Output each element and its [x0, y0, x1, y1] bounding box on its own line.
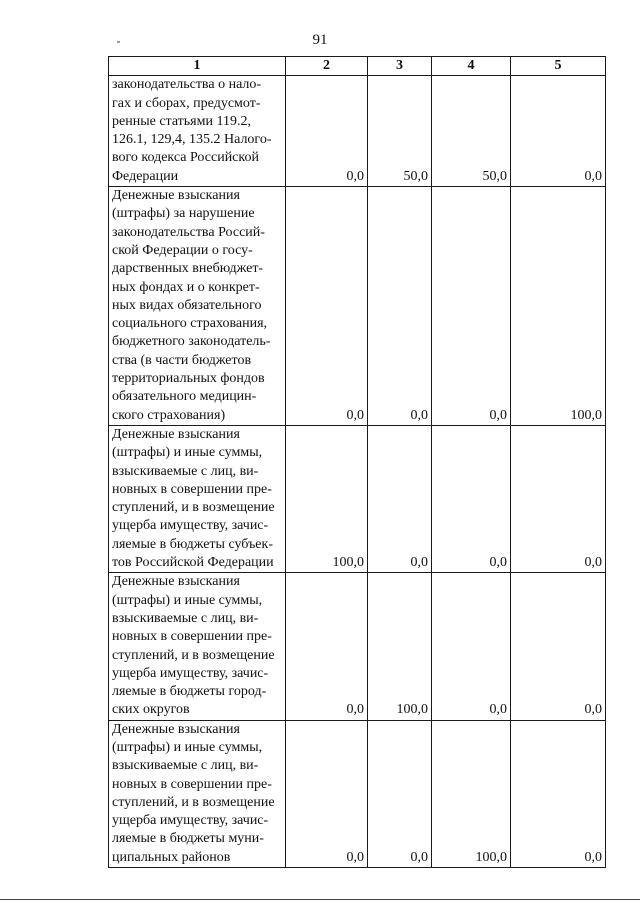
value-cell: 0,0 — [368, 187, 432, 426]
value-cell: 0,0 — [511, 425, 606, 572]
row-description-cell — [109, 187, 286, 426]
description-line: 126.1, 129,4, 135.2 Налого- — [112, 132, 272, 148]
description-line: взыскиваемые с лиц, ви- — [112, 758, 259, 774]
description-line: вого кодекса Российской — [112, 150, 259, 166]
description-line: ципальных районов — [112, 849, 231, 865]
description-line: дарственных внебюджет- — [112, 261, 264, 277]
description-line: ства (в части бюджетов — [112, 352, 252, 368]
column-header: 1 — [109, 57, 286, 76]
value-cell: 0,0 — [286, 187, 368, 426]
description-line: ляемые в бюджеты город- — [112, 684, 267, 700]
column-header: 2 — [286, 57, 368, 76]
description-line: ных фондах и о конкрет- — [112, 279, 260, 295]
value-cell: 0,0 — [511, 573, 606, 720]
description-line: (штрафы) за нарушение — [112, 206, 255, 222]
description-line: законодательства Россий- — [112, 224, 265, 240]
value-cell: 50,0 — [432, 76, 511, 187]
description-line: Денежные взыскания — [112, 721, 240, 737]
column-header: 5 — [511, 57, 606, 76]
description-line: взыскиваемые с лиц, ви- — [112, 610, 259, 626]
description-line: ступлений, и в возмещение — [112, 794, 275, 810]
description-line: (штрафы) и иные суммы, — [112, 592, 263, 608]
description-line: Федерации — [112, 168, 179, 184]
description-line: ского страхования) — [112, 407, 226, 423]
value-cell: 0,0 — [511, 76, 606, 187]
value-cell: 100,0 — [511, 187, 606, 426]
description-line: ступлений, и в возмещение — [112, 647, 275, 663]
description-line: ных видах обязательного — [112, 297, 262, 313]
page-bottom-rule — [0, 899, 640, 900]
description-line: ступлений, и в возмещение — [112, 500, 275, 516]
description-line: ущерба имуществу, зачис- — [112, 665, 269, 681]
column-header: 3 — [368, 57, 432, 76]
description-line: ской Федерации о госу- — [112, 242, 253, 258]
row-description-cell — [109, 573, 286, 720]
description-line: ренные статьями 119.2, — [112, 113, 251, 129]
description-line: бюджетного законодатель- — [112, 334, 271, 350]
column-header: 4 — [432, 57, 511, 76]
description-line: территориальных фондов — [112, 371, 265, 387]
table-row — [109, 720, 606, 867]
value-cell: 0,0 — [432, 425, 511, 572]
description-line: Денежные взыскания — [112, 426, 240, 442]
description-line: ляемые в бюджеты субъек- — [112, 536, 273, 552]
revenue-distribution-table — [108, 56, 606, 868]
description-line: ляемые в бюджеты муни- — [112, 831, 264, 847]
description-line: новных в совершении пре- — [112, 776, 272, 792]
value-cell: 0,0 — [286, 76, 368, 187]
row-description-cell — [109, 720, 286, 867]
description-line: законодательства о нало- — [112, 77, 262, 93]
value-cell: 0,0 — [286, 720, 368, 867]
description-line: ских округов — [112, 702, 190, 718]
value-cell: 50,0 — [368, 76, 432, 187]
value-cell: 100,0 — [432, 720, 511, 867]
scan-speck — [117, 41, 120, 43]
value-cell: 0,0 — [286, 573, 368, 720]
value-cell: 0,0 — [368, 425, 432, 572]
description-line: новных в совершении пре- — [112, 629, 272, 645]
table-row — [109, 573, 606, 720]
row-description-cell — [109, 425, 286, 572]
value-cell: 100,0 — [286, 425, 368, 572]
description-line: (штрафы) и иные суммы, — [112, 445, 263, 461]
description-line: (штрафы) и иные суммы, — [112, 739, 263, 755]
description-line: тов Российской Федерации — [112, 555, 274, 571]
row-description-cell — [109, 76, 286, 187]
table-row — [109, 76, 606, 187]
description-line: социального страхования, — [112, 316, 268, 332]
value-cell: 0,0 — [511, 720, 606, 867]
value-cell: 0,0 — [432, 187, 511, 426]
table-row — [109, 187, 606, 426]
description-line: гах и сборах, предусмот- — [112, 95, 261, 111]
value-cell: 100,0 — [368, 573, 432, 720]
description-line: Денежные взыскания — [112, 574, 240, 590]
description-line: Денежные взыскания — [112, 188, 240, 204]
description-line: взыскиваемые с лиц, ви- — [112, 463, 259, 479]
table-header-row — [109, 57, 606, 76]
description-line: ущерба имуществу, зачис- — [112, 813, 269, 829]
description-line: новных в совершении пре- — [112, 481, 272, 497]
value-cell: 0,0 — [368, 720, 432, 867]
table-row — [109, 425, 606, 572]
page-number: 91 — [312, 32, 328, 48]
description-line: обязательного медицин- — [112, 389, 257, 405]
value-cell: 0,0 — [432, 573, 511, 720]
description-line: ущерба имуществу, зачис- — [112, 518, 269, 534]
